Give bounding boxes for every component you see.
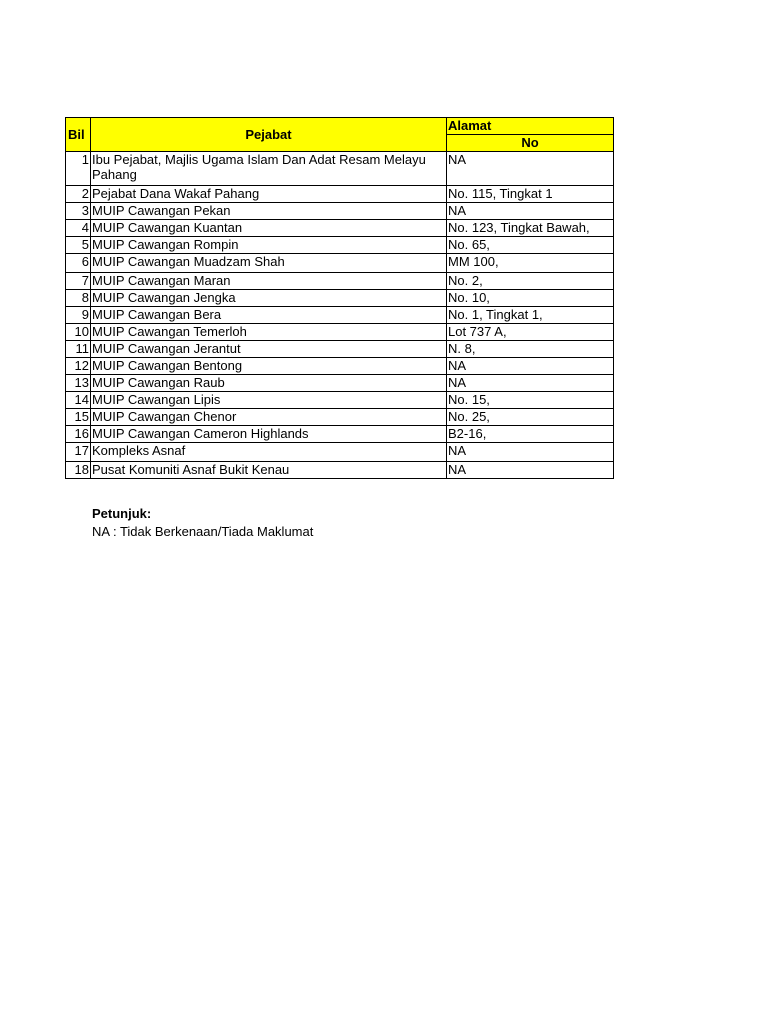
cell-pejabat: MUIP Cawangan Temerloh xyxy=(91,324,447,341)
cell-pejabat: Ibu Pejabat, Majlis Ugama Islam Dan Adat Resam Melayu Pahang xyxy=(91,152,447,186)
table-row xyxy=(66,307,614,324)
table-row xyxy=(66,392,614,409)
legend-text: NA : Tidak Berkenaan/Tiada Maklumat xyxy=(92,524,314,539)
cell-no: Lot 737 A, xyxy=(447,324,614,341)
cell-bil: 13 xyxy=(66,375,91,392)
cell-no: NA xyxy=(447,358,614,375)
cell-bil: 5 xyxy=(66,237,91,254)
table-row xyxy=(66,290,614,307)
table-row xyxy=(66,426,614,443)
cell-pejabat: MUIP Cawangan Muadzam Shah xyxy=(91,254,447,273)
cell-bil: 11 xyxy=(66,341,91,358)
cell-no: MM 100, xyxy=(447,254,614,273)
cell-bil: 16 xyxy=(66,426,91,443)
cell-no: N. 8, xyxy=(447,341,614,358)
cell-bil: 18 xyxy=(66,462,91,479)
cell-no: B2-16, xyxy=(447,426,614,443)
cell-no: NA xyxy=(447,152,614,186)
cell-no: NA xyxy=(447,462,614,479)
cell-no: NA xyxy=(447,443,614,462)
table-row xyxy=(66,186,614,203)
cell-no: NA xyxy=(447,203,614,220)
cell-pejabat: MUIP Cawangan Bera xyxy=(91,307,447,324)
cell-pejabat: MUIP Cawangan Kuantan xyxy=(91,220,447,237)
cell-bil: 7 xyxy=(66,273,91,290)
table-row xyxy=(66,254,614,273)
table-row xyxy=(66,237,614,254)
header-no: No xyxy=(447,135,614,152)
cell-bil: 10 xyxy=(66,324,91,341)
cell-pejabat: MUIP Cawangan Lipis xyxy=(91,392,447,409)
cell-pejabat: MUIP Cawangan Pekan xyxy=(91,203,447,220)
cell-no: No. 2, xyxy=(447,273,614,290)
cell-no: No. 10, xyxy=(447,290,614,307)
cell-no: NA xyxy=(447,375,614,392)
table-row xyxy=(66,375,614,392)
offices-table xyxy=(65,117,614,479)
cell-bil: 9 xyxy=(66,307,91,324)
cell-pejabat: MUIP Cawangan Rompin xyxy=(91,237,447,254)
cell-bil: 15 xyxy=(66,409,91,426)
cell-bil: 4 xyxy=(66,220,91,237)
cell-bil: 17 xyxy=(66,443,91,462)
table-row xyxy=(66,341,614,358)
cell-pejabat: MUIP Cawangan Chenor xyxy=(91,409,447,426)
cell-pejabat: MUIP Cawangan Jerantut xyxy=(91,341,447,358)
header-bil: Bil xyxy=(66,118,91,152)
cell-bil: 3 xyxy=(66,203,91,220)
cell-bil: 1 xyxy=(66,152,91,186)
cell-no: No. 115, Tingkat 1 xyxy=(447,186,614,203)
cell-no: No. 123, Tingkat Bawah, xyxy=(447,220,614,237)
table-row xyxy=(66,273,614,290)
table-row xyxy=(66,220,614,237)
cell-pejabat: MUIP Cawangan Bentong xyxy=(91,358,447,375)
cell-bil: 12 xyxy=(66,358,91,375)
header-pejabat: Pejabat xyxy=(91,118,447,152)
cell-pejabat: MUIP Cawangan Maran xyxy=(91,273,447,290)
table-row xyxy=(66,358,614,375)
table-body xyxy=(66,152,614,479)
cell-pejabat: Pejabat Dana Wakaf Pahang xyxy=(91,186,447,203)
cell-no: No. 25, xyxy=(447,409,614,426)
legend-title: Petunjuk: xyxy=(92,506,152,521)
cell-no: No. 15, xyxy=(447,392,614,409)
cell-bil: 6 xyxy=(66,254,91,273)
cell-no: No. 1, Tingkat 1, xyxy=(447,307,614,324)
cell-bil: 14 xyxy=(66,392,91,409)
cell-no: No. 65, xyxy=(447,237,614,254)
cell-pejabat: MUIP Cawangan Cameron Highlands xyxy=(91,426,447,443)
cell-pejabat: MUIP Cawangan Raub xyxy=(91,375,447,392)
cell-pejabat: MUIP Cawangan Jengka xyxy=(91,290,447,307)
header-alamat: Alamat xyxy=(447,118,614,135)
cell-pejabat: Kompleks Asnaf xyxy=(91,443,447,462)
table-row xyxy=(66,409,614,426)
table-row xyxy=(66,203,614,220)
cell-bil: 8 xyxy=(66,290,91,307)
table-row xyxy=(66,462,614,479)
table-row xyxy=(66,443,614,462)
legend-notes xyxy=(92,505,313,541)
table-row xyxy=(66,152,614,186)
cell-pejabat: Pusat Komuniti Asnaf Bukit Kenau xyxy=(91,462,447,479)
cell-bil: 2 xyxy=(66,186,91,203)
table-row xyxy=(66,324,614,341)
